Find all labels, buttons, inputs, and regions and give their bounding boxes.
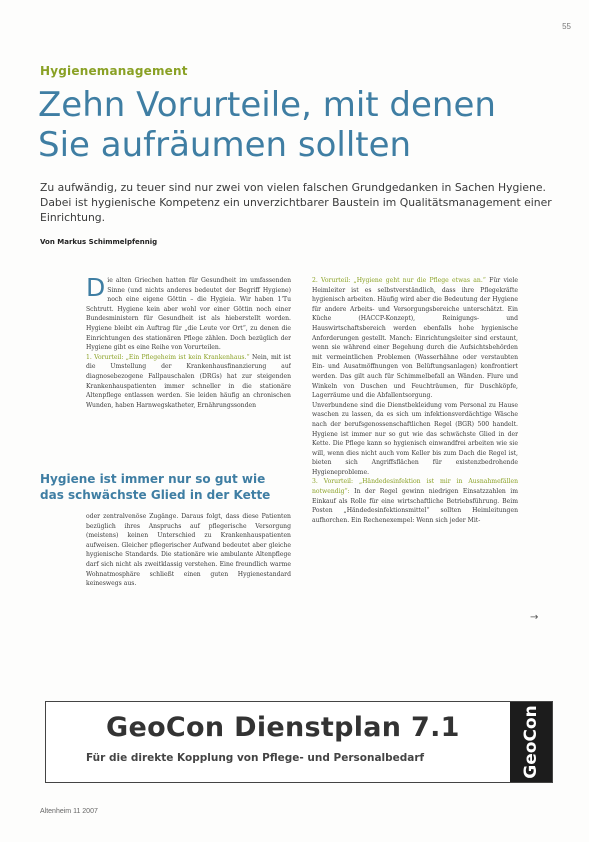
myth-2-paragraph: [312, 276, 518, 401]
article-lead: Zu aufwändig, zu teuer sind nur zwei von vielen falschen Grundgedanken in Sachen Hygiene. Dabei ist hygienische Kompetenz ein unverzichtbarer Baustein im Qualitätsmanagement einer Einrichtung.: [40, 181, 552, 224]
ad-title: GeoCon Dienstplan 7.1: [106, 712, 460, 743]
left-column-top: [86, 276, 291, 448]
intro-text: ie alten Griechen hatten für Gesundheit im umfassenden Sinne (und nichts anderes bedeutet der Begriff Hygiene) noch eine eigene Göttin – die Hygieia. Wir haben 1'Tu Schtrutt. Hygiene kein aber wohl vor einer Göttin noch einer Bundesministern für Gesundheit ist als hieberstellt worden. Hygiene bleibt ein Auftrag für „die Leute vor Ort“, zu denen die Einrichtungen des stationären Pflege zählen. Doch bezüglich der Hygiene gibt es eine Reihe von Vorurteilen.: [86, 277, 291, 352]
intro-paragraph: [86, 276, 291, 353]
geocon-logo: [510, 702, 552, 782]
myth-1-continued: oder zentralvenöse Zugänge. Daraus folgt, dass diese Patienten bezüglich ihres Anspruchs auf pflegerische Versorgung (meistens) keinen Unterschied zu Krankenhauspatienten aufweisen. Gleicher pflegerischer Aufwand bedeutet aber gleiche hygienische Standards. Die stationäre wie ambulante Altenpflege darf sich nicht als zweitklassig verstehen. Eine freundlich warme Wohnatmosphäre schließt einen guten Hygienestandard keineswegs aus.: [86, 513, 291, 588]
article-headline: Zehn Vorurteile, mit denen Sie aufräumen sollten: [38, 85, 496, 165]
laundry-paragraph: Unverbundene sind die Dienstbekleidung vom Personal zu Hause waschen zu lassen, da es sich um infektionsverdächtige Wäsche nach der berufsgenossenschaftlichen Regel (BGR) 500 handelt. Hygiene ist immer nur so gut wie das schwächste Glied in der Kette. Die Pflege kann so hygienisch einwandfrei arbeiten wie sie will, wenn dies nicht auch vom Keller bis zum Dach die Regel ist, bieten sich Angriffsflächen für existenzbedrohende Hygieneprobleme.: [312, 401, 518, 476]
advertisement-banner[interactable]: [45, 701, 553, 783]
myth-3-label: 3. Vorurteil: „Händedesinfektion ist mir in Ausnahmefällen notwendig“:: [312, 478, 518, 496]
page-footer: Altenheim 11 2007: [40, 808, 98, 815]
pull-quote-subhead: Hygiene ist immer nur so gut wie das schwächste Glied in der Kette: [40, 472, 271, 502]
left-column-bottom: [86, 512, 291, 622]
myth-3-text: In der Regel gewinn niedrigen Einsatzzahlen im Einkauf als Rolle für eine wirtschaftliche Betriebsführung. Beim Posten „Händedesinfektionsmittel“ sollten Heimleitungen aufhorchen. Ein Rechenexempel: Wenn sich jeder Mit-: [312, 488, 518, 524]
page-number: 55: [562, 22, 571, 31]
myth-1-label: 1. Vorurteil: „Ein Pflegeheim ist kein Krankenhaus.“: [86, 353, 250, 361]
myth-1-text: Nein, mit ist die Umstellung der Krankenhausfinanzierung auf diagnosebezogene Fallpauschalen (DRGs) hat zur steigenden Krankenhauspatienten immer schneller in die stationäre Altenpflege entlassen werden. Sie leiden häufig an chronischen Wunden, haben Harnwegskatheter, Ernährungssonden: [86, 353, 291, 409]
dropcap: D: [86, 276, 106, 302]
section-kicker: Hygienemanagement: [40, 64, 188, 78]
geocon-logo-text: GeoCon: [521, 705, 541, 779]
myth-3-paragraph: [312, 477, 518, 525]
continue-arrow-icon: →: [530, 612, 539, 623]
myth-1-paragraph: [86, 353, 291, 411]
ad-subtitle: Für die direkte Kopplung von Pflege- und Personalbedarf: [86, 752, 425, 764]
right-column: [312, 276, 518, 632]
myth-2-label: 2. Vorurteil: „Hygiene geht nur die Pflege etwas an.“: [312, 277, 486, 284]
article-byline: Von Markus Schimmelpfennig: [40, 238, 158, 246]
myth-2-text: Für viele Heimleiter ist es selbstverständlich, dass ihre Pflegekräfte hygienisch arbeiten. Häufig wird aber die Bedeutung der Hygiene für andere Arbeits- und Versorgungsbereiche unterschätzt. Ein Küche (HACCP-Konzept), Reinigungs- und Hauswirtschaftsbereich werden ebenfalls hohe hygienische Anforderungen gestellt. Manch: Einrichtungsleiter sind erstaunt, wenn sie während einer Begehung durch die Aufsichtsbehörden mit vermeintlichen Problemen (Wasserhähne oder verstaubten Ein- und Ausatmöffnungen von Belüftungsanlagen) konfrontiert werden. Das gilt auch für Schimmelbefall an Wänden. Flure und Winkeln von Duschen und Feuchträumen, für Duschköpfe, Lagerräume und die Abfallentsorgung.: [312, 277, 518, 400]
